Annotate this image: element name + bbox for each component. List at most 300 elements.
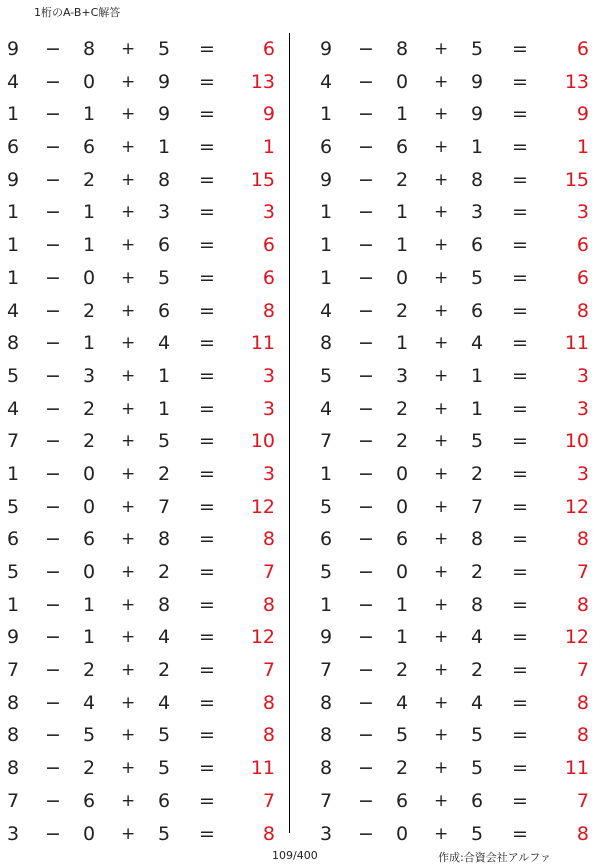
operand-c: 4 — [158, 691, 171, 714]
equals-sign: = — [199, 757, 215, 780]
plus-sign: + — [121, 692, 136, 713]
operand-a: 1 — [320, 103, 333, 126]
equation-row — [0, 33, 290, 66]
equals-sign: = — [199, 495, 215, 518]
equation-row — [0, 752, 290, 785]
equation-row — [313, 491, 600, 524]
plus-sign: + — [434, 823, 449, 844]
equals-sign: = — [199, 332, 215, 355]
operand-c: 2 — [158, 462, 171, 485]
equation-row — [0, 262, 290, 295]
operand-b: 2 — [396, 168, 409, 191]
operand-a: 4 — [7, 299, 20, 322]
operand-c: 5 — [471, 724, 484, 747]
operand-a: 1 — [7, 593, 20, 616]
equals-sign: = — [512, 332, 528, 355]
operand-c: 4 — [158, 332, 171, 355]
equals-sign: = — [512, 38, 528, 60]
plus-sign: + — [121, 202, 136, 223]
equation-row — [0, 98, 290, 131]
equals-sign: = — [199, 430, 215, 453]
operand-b: 6 — [396, 789, 409, 812]
plus-sign: + — [434, 104, 449, 125]
operand-a: 8 — [320, 757, 333, 780]
equals-sign: = — [512, 462, 528, 485]
operand-b: 1 — [396, 201, 409, 224]
operand-b: 1 — [83, 234, 96, 257]
equals-sign: = — [512, 528, 528, 551]
minus-sign: − — [358, 659, 374, 682]
equals-sign: = — [512, 234, 528, 257]
operand-a: 8 — [7, 332, 20, 355]
answer-value: 7 — [576, 659, 589, 682]
operand-c: 8 — [471, 528, 484, 551]
equals-sign: = — [199, 299, 215, 322]
operand-a: 6 — [7, 136, 20, 159]
credit-text: 作成:合資会社アルファ — [438, 851, 552, 864]
answer-value: 8 — [262, 691, 275, 714]
plus-sign: + — [121, 496, 136, 517]
equation-row — [313, 654, 600, 687]
operand-b: 2 — [83, 299, 96, 322]
minus-sign: − — [358, 364, 374, 387]
plus-sign: + — [121, 758, 136, 779]
equation-row — [313, 719, 600, 752]
minus-sign: − — [45, 103, 61, 126]
answer-value: 3 — [262, 201, 275, 224]
operand-c: 8 — [158, 593, 171, 616]
equation-row — [313, 785, 600, 818]
operand-b: 6 — [83, 789, 96, 812]
operand-b: 2 — [83, 397, 96, 420]
operand-c: 8 — [158, 528, 171, 551]
equation-row — [313, 33, 600, 66]
answer-value: 7 — [576, 789, 589, 812]
equation-row — [313, 425, 600, 458]
operand-b: 0 — [396, 462, 409, 485]
operand-b: 2 — [83, 757, 96, 780]
operand-b: 2 — [396, 659, 409, 682]
answer-value: 3 — [576, 364, 589, 387]
operand-c: 6 — [471, 234, 484, 257]
equals-sign: = — [199, 266, 215, 289]
column-divider — [289, 33, 290, 833]
equals-sign: = — [199, 626, 215, 649]
equation-row — [0, 131, 290, 164]
operand-b: 2 — [83, 168, 96, 191]
operand-b: 0 — [396, 266, 409, 289]
equals-sign: = — [512, 495, 528, 518]
minus-sign: − — [45, 364, 61, 387]
plus-sign: + — [121, 594, 136, 615]
operand-c: 5 — [471, 757, 484, 780]
minus-sign: − — [358, 168, 374, 191]
operand-c: 9 — [471, 70, 484, 93]
equals-sign: = — [199, 724, 215, 747]
answer-value: 8 — [576, 822, 589, 845]
minus-sign: − — [358, 103, 374, 126]
equation-row — [0, 425, 290, 458]
operand-b: 2 — [396, 757, 409, 780]
answer-value: 7 — [576, 561, 589, 583]
equation-row — [313, 523, 600, 556]
plus-sign: + — [121, 562, 136, 582]
operand-a: 7 — [7, 430, 20, 453]
minus-sign: − — [45, 70, 61, 93]
equals-sign: = — [199, 462, 215, 485]
operand-b: 5 — [83, 724, 96, 747]
equals-sign: = — [512, 168, 528, 191]
answer-value: 12 — [250, 626, 275, 649]
operand-b: 2 — [83, 659, 96, 682]
operand-c: 5 — [158, 724, 171, 747]
equals-sign: = — [512, 691, 528, 714]
answer-value: 12 — [250, 495, 275, 518]
plus-sign: + — [434, 627, 449, 648]
equals-sign: = — [512, 822, 528, 845]
minus-sign: − — [45, 168, 61, 191]
operand-c: 1 — [471, 364, 484, 387]
equals-sign: = — [512, 593, 528, 616]
operand-c: 8 — [471, 593, 484, 616]
operand-a: 6 — [320, 136, 333, 159]
minus-sign: − — [45, 626, 61, 649]
plus-sign: + — [121, 660, 136, 681]
operand-c: 2 — [158, 561, 171, 583]
operand-b: 1 — [396, 103, 409, 126]
operand-c: 9 — [158, 70, 171, 93]
plus-sign: + — [434, 267, 449, 288]
operand-a: 1 — [320, 266, 333, 289]
operand-a: 9 — [7, 168, 20, 191]
equation-row — [0, 818, 290, 851]
minus-sign: − — [358, 266, 374, 289]
operand-a: 6 — [320, 528, 333, 551]
minus-sign: − — [45, 593, 61, 616]
equals-sign: = — [512, 364, 528, 387]
operand-b: 4 — [396, 691, 409, 714]
minus-sign: − — [358, 822, 374, 845]
operand-c: 6 — [158, 234, 171, 257]
answer-value: 8 — [576, 691, 589, 714]
plus-sign: + — [434, 431, 449, 452]
equals-sign: = — [512, 70, 528, 93]
answer-value: 8 — [576, 299, 589, 322]
operand-b: 6 — [396, 136, 409, 159]
answer-value: 8 — [576, 593, 589, 616]
operand-a: 1 — [320, 234, 333, 257]
operand-c: 6 — [471, 299, 484, 322]
operand-b: 1 — [396, 234, 409, 257]
equals-sign: = — [199, 168, 215, 191]
operand-a: 8 — [7, 724, 20, 747]
answer-value: 11 — [564, 332, 589, 355]
equals-sign: = — [512, 201, 528, 224]
operand-a: 1 — [7, 103, 20, 126]
minus-sign: − — [358, 234, 374, 257]
operand-c: 1 — [471, 136, 484, 159]
operand-b: 3 — [396, 364, 409, 387]
plus-sign: + — [121, 627, 136, 648]
plus-sign: + — [434, 333, 449, 354]
operand-c: 1 — [158, 397, 171, 420]
answer-value: 7 — [262, 561, 275, 583]
plus-sign: + — [434, 137, 449, 158]
answer-value: 9 — [262, 103, 275, 126]
operand-a: 7 — [320, 659, 333, 682]
operand-a: 3 — [7, 822, 20, 845]
operand-b: 6 — [83, 136, 96, 159]
operand-a: 9 — [7, 38, 20, 60]
equals-sign: = — [512, 561, 528, 583]
plus-sign: + — [434, 365, 449, 386]
answer-value: 8 — [576, 724, 589, 747]
answer-value: 11 — [250, 757, 275, 780]
plus-sign: + — [121, 431, 136, 452]
operand-b: 1 — [396, 332, 409, 355]
equals-sign: = — [199, 691, 215, 714]
answer-value: 8 — [262, 528, 275, 551]
operand-c: 4 — [471, 626, 484, 649]
operand-b: 2 — [396, 397, 409, 420]
answer-value: 8 — [262, 593, 275, 616]
minus-sign: − — [358, 626, 374, 649]
operand-b: 1 — [396, 626, 409, 649]
equation-row — [313, 131, 600, 164]
equation-row — [313, 458, 600, 491]
minus-sign: − — [45, 822, 61, 845]
operand-a: 8 — [320, 724, 333, 747]
operand-c: 1 — [158, 136, 171, 159]
operand-a: 5 — [320, 364, 333, 387]
operand-a: 1 — [320, 593, 333, 616]
equation-row — [0, 66, 290, 99]
equation-row — [313, 164, 600, 197]
equation-row — [313, 393, 600, 426]
equals-sign: = — [199, 789, 215, 812]
equation-row — [0, 589, 290, 622]
plus-sign: + — [121, 235, 136, 256]
equals-sign: = — [512, 724, 528, 747]
answer-value: 9 — [576, 103, 589, 126]
operand-a: 8 — [7, 691, 20, 714]
operand-c: 5 — [158, 757, 171, 780]
minus-sign: − — [45, 201, 61, 224]
minus-sign: − — [45, 397, 61, 420]
worksheet-title: 1桁のA-B+C解答 — [34, 6, 121, 19]
operand-b: 3 — [83, 364, 96, 387]
operand-b: 6 — [396, 528, 409, 551]
answer-value: 15 — [564, 168, 589, 191]
minus-sign: − — [358, 201, 374, 224]
operand-a: 4 — [7, 397, 20, 420]
operand-a: 7 — [7, 659, 20, 682]
answer-value: 6 — [262, 38, 275, 60]
minus-sign: − — [45, 495, 61, 518]
answer-value: 7 — [262, 659, 275, 682]
plus-sign: + — [121, 823, 136, 844]
minus-sign: − — [358, 70, 374, 93]
equals-sign: = — [199, 70, 215, 93]
operand-c: 6 — [158, 789, 171, 812]
equation-row — [313, 621, 600, 654]
plus-sign: + — [434, 496, 449, 517]
equation-row — [313, 687, 600, 720]
equation-row — [313, 752, 600, 785]
plus-sign: + — [434, 398, 449, 419]
plus-sign: + — [434, 39, 449, 59]
operand-b: 1 — [83, 626, 96, 649]
operand-a: 8 — [7, 757, 20, 780]
answer-value: 10 — [564, 430, 589, 453]
answer-value: 6 — [576, 234, 589, 257]
operand-b: 2 — [396, 430, 409, 453]
answer-value: 3 — [576, 462, 589, 485]
operand-b: 1 — [396, 593, 409, 616]
operand-b: 5 — [396, 724, 409, 747]
equals-sign: = — [199, 136, 215, 159]
equation-row — [0, 491, 290, 524]
equals-sign: = — [512, 626, 528, 649]
plus-sign: + — [434, 529, 449, 550]
operand-c: 5 — [158, 266, 171, 289]
operand-a: 1 — [320, 201, 333, 224]
operand-c: 1 — [471, 397, 484, 420]
operand-a: 1 — [7, 234, 20, 257]
operand-a: 3 — [320, 822, 333, 845]
operand-c: 7 — [158, 495, 171, 518]
operand-a: 7 — [320, 789, 333, 812]
answer-value: 8 — [262, 724, 275, 747]
answer-value: 11 — [564, 757, 589, 780]
operand-c: 5 — [471, 266, 484, 289]
equation-row — [0, 621, 290, 654]
answer-value: 10 — [250, 430, 275, 453]
equals-sign: = — [512, 266, 528, 289]
equation-row — [0, 295, 290, 328]
operand-c: 5 — [158, 822, 171, 845]
plus-sign: + — [434, 660, 449, 681]
operand-b: 8 — [396, 38, 409, 60]
plus-sign: + — [121, 39, 136, 59]
minus-sign: − — [45, 38, 61, 60]
operand-b: 1 — [83, 593, 96, 616]
operand-c: 8 — [158, 168, 171, 191]
operand-a: 4 — [320, 397, 333, 420]
answer-value: 3 — [262, 462, 275, 485]
minus-sign: − — [45, 332, 61, 355]
equation-row — [0, 327, 290, 360]
answer-value: 8 — [262, 299, 275, 322]
answer-value: 1 — [576, 136, 589, 159]
operand-c: 7 — [471, 495, 484, 518]
operand-b: 1 — [83, 103, 96, 126]
answer-value: 13 — [250, 70, 275, 93]
equation-row — [313, 327, 600, 360]
answer-value: 3 — [576, 201, 589, 224]
equals-sign: = — [512, 299, 528, 322]
plus-sign: + — [121, 398, 136, 419]
operand-b: 2 — [396, 299, 409, 322]
answer-value: 1 — [262, 136, 275, 159]
equals-sign: = — [512, 789, 528, 812]
answer-value: 3 — [262, 364, 275, 387]
operand-b: 0 — [83, 822, 96, 845]
equation-row — [313, 66, 600, 99]
operand-b: 0 — [396, 70, 409, 93]
operand-c: 2 — [471, 561, 484, 583]
equation-row — [0, 458, 290, 491]
minus-sign: − — [45, 299, 61, 322]
answer-value: 6 — [576, 266, 589, 289]
minus-sign: − — [358, 691, 374, 714]
right-answer-column — [313, 33, 600, 850]
operand-a: 4 — [320, 299, 333, 322]
plus-sign: + — [434, 235, 449, 256]
equation-row — [0, 360, 290, 393]
equals-sign: = — [199, 593, 215, 616]
operand-c: 6 — [158, 299, 171, 322]
operand-b: 0 — [83, 561, 96, 583]
minus-sign: − — [358, 38, 374, 60]
operand-c: 8 — [471, 168, 484, 191]
answer-value: 15 — [250, 168, 275, 191]
plus-sign: + — [121, 71, 136, 92]
operand-c: 6 — [471, 789, 484, 812]
plus-sign: + — [121, 365, 136, 386]
operand-a: 1 — [7, 266, 20, 289]
equals-sign: = — [199, 103, 215, 126]
plus-sign: + — [434, 758, 449, 779]
minus-sign: − — [45, 234, 61, 257]
minus-sign: − — [45, 757, 61, 780]
equals-sign: = — [512, 659, 528, 682]
operand-a: 5 — [7, 561, 20, 583]
equation-row — [0, 687, 290, 720]
operand-b: 0 — [83, 70, 96, 93]
equals-sign: = — [199, 528, 215, 551]
equals-sign: = — [199, 364, 215, 387]
plus-sign: + — [434, 463, 449, 484]
answer-value: 13 — [564, 70, 589, 93]
plus-sign: + — [434, 725, 449, 746]
operand-a: 1 — [7, 201, 20, 224]
operand-c: 2 — [471, 462, 484, 485]
answer-value: 12 — [564, 495, 589, 518]
equation-row — [313, 262, 600, 295]
equation-row — [0, 164, 290, 197]
minus-sign: − — [45, 528, 61, 551]
operand-b: 0 — [396, 561, 409, 583]
operand-a: 5 — [320, 495, 333, 518]
operand-a: 8 — [320, 691, 333, 714]
plus-sign: + — [434, 169, 449, 190]
plus-sign: + — [434, 71, 449, 92]
minus-sign: − — [358, 593, 374, 616]
equation-row — [313, 589, 600, 622]
equation-row — [313, 818, 600, 851]
minus-sign: − — [45, 136, 61, 159]
plus-sign: + — [121, 790, 136, 811]
minus-sign: − — [45, 724, 61, 747]
operand-b: 0 — [396, 822, 409, 845]
operand-c: 5 — [471, 822, 484, 845]
answer-value: 6 — [262, 234, 275, 257]
operand-a: 9 — [320, 38, 333, 60]
operand-a: 4 — [7, 70, 20, 93]
equals-sign: = — [199, 201, 215, 224]
operand-b: 8 — [83, 38, 96, 60]
